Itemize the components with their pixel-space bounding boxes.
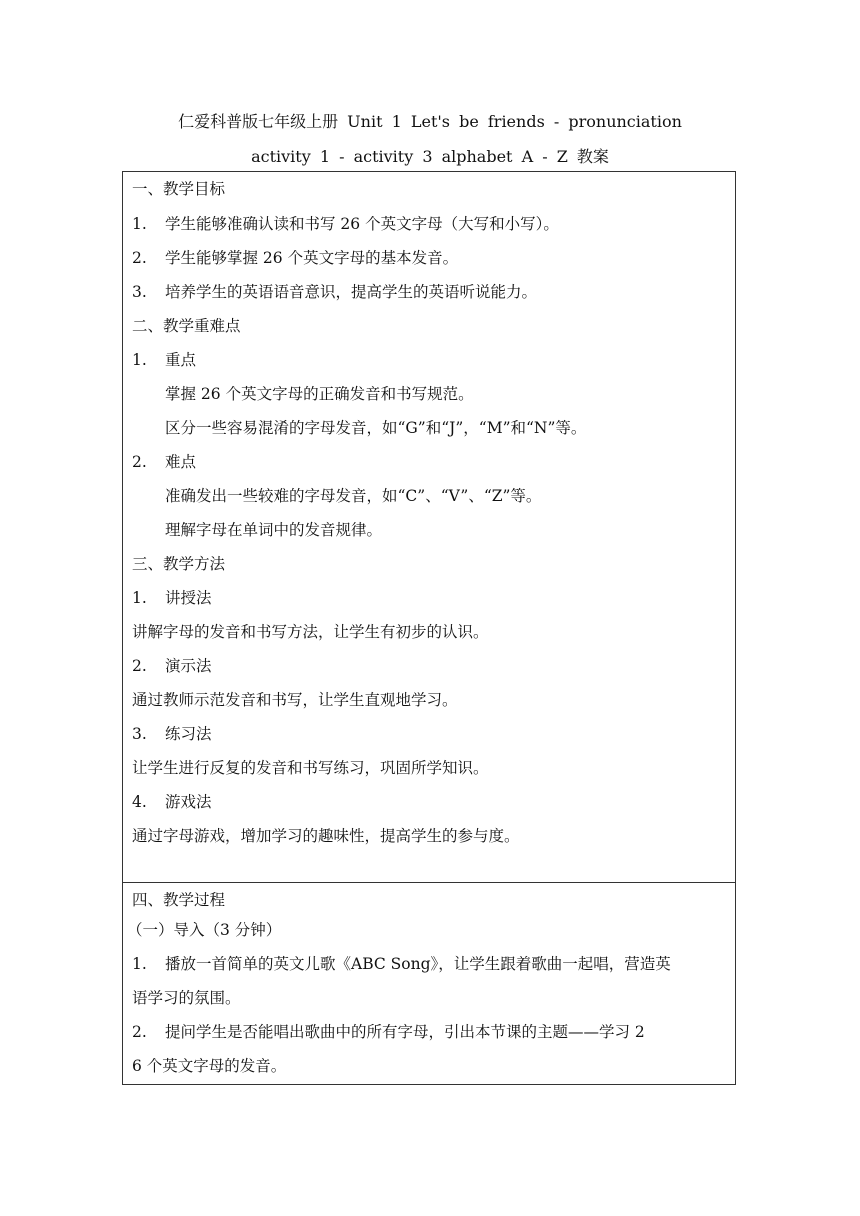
subsection-heading-intro: （一）导入（3 分钟） [127,921,282,939]
method-label [132,656,212,676]
method-title: 讲授法 [165,589,212,607]
section-heading-key-difficult-points: 二、教学重难点 [132,317,241,335]
key-points-title: 重点 [165,351,197,369]
process-step-number: 1. [132,955,147,973]
objective-number: 3. [132,283,147,301]
method-title: 演示法 [165,657,212,675]
key-points-label [132,350,196,370]
difficult-point-line: 准确发出一些较难的字母发音，如“C”、“V”、“Z”等。 [165,487,542,505]
method-label [132,724,212,744]
section-heading-methods: 三、教学方法 [132,555,226,573]
document-title-line-2: activity 1 - activity 3 alphabet A - Z 教案 [251,147,609,166]
objective-number: 1. [132,215,147,233]
objective-text: 学生能够准确认读和书写 26 个英文字母（大写和小写）。 [165,215,559,233]
process-step-continuation: 语学习的氛围。 [132,989,241,1007]
process-step-text: 播放一首简单的英文儿歌《ABC Song》，让学生跟着歌曲一起唱，营造英 [165,955,671,973]
lesson-plan-table-cell-1 [122,171,736,883]
method-number: 2. [132,657,147,675]
process-step [132,954,671,974]
key-points-number: 1. [132,351,147,369]
difficult-point-line: 理解字母在单词中的发音规律。 [165,521,383,539]
difficult-points-title: 难点 [165,453,197,471]
lesson-plan-table-cell-2 [122,882,736,1085]
objective-number: 2. [132,249,147,267]
process-step-continuation: 6 个英文字母的发音。 [132,1057,287,1075]
method-label [132,792,212,812]
difficult-points-label [132,452,196,472]
method-title: 练习法 [165,725,212,743]
method-description: 通过字母游戏，增加学习的趣味性，提高学生的参与度。 [132,827,520,845]
method-label [132,588,212,608]
method-description: 通过教师示范发音和书写，让学生直观地学习。 [132,691,458,709]
key-point-line: 区分一些容易混淆的字母发音，如“G”和“J”，“M”和“N”等。 [165,419,587,437]
section-heading-objectives: 一、教学目标 [132,180,226,198]
objective-text: 学生能够掌握 26 个英文字母的基本发音。 [165,249,459,267]
objective-item [132,282,537,302]
objective-text: 培养学生的英语语音意识，提高学生的英语听说能力。 [165,283,538,301]
process-step-text: 提问学生是否能唱出歌曲中的所有字母，引出本节课的主题——学习 2 [165,1023,645,1041]
method-description: 讲解字母的发音和书写方法，让学生有初步的认识。 [132,623,489,641]
process-step [132,1022,645,1042]
key-point-line: 掌握 26 个英文字母的正确发音和书写规范。 [165,385,474,403]
process-step-number: 2. [132,1023,147,1041]
objective-item [132,248,458,268]
section-heading-process: 四、教学过程 [132,891,226,909]
method-number: 1. [132,589,147,607]
method-number: 4. [132,793,147,811]
method-description: 让学生进行反复的发音和书写练习，巩固所学知识。 [132,759,489,777]
difficult-points-number: 2. [132,453,147,471]
objective-item [132,214,559,234]
document-title-line-1: 仁爱科普版七年级上册 Unit 1 Let's be friends - pronunciation [178,112,682,131]
method-title: 游戏法 [165,793,212,811]
method-number: 3. [132,725,147,743]
